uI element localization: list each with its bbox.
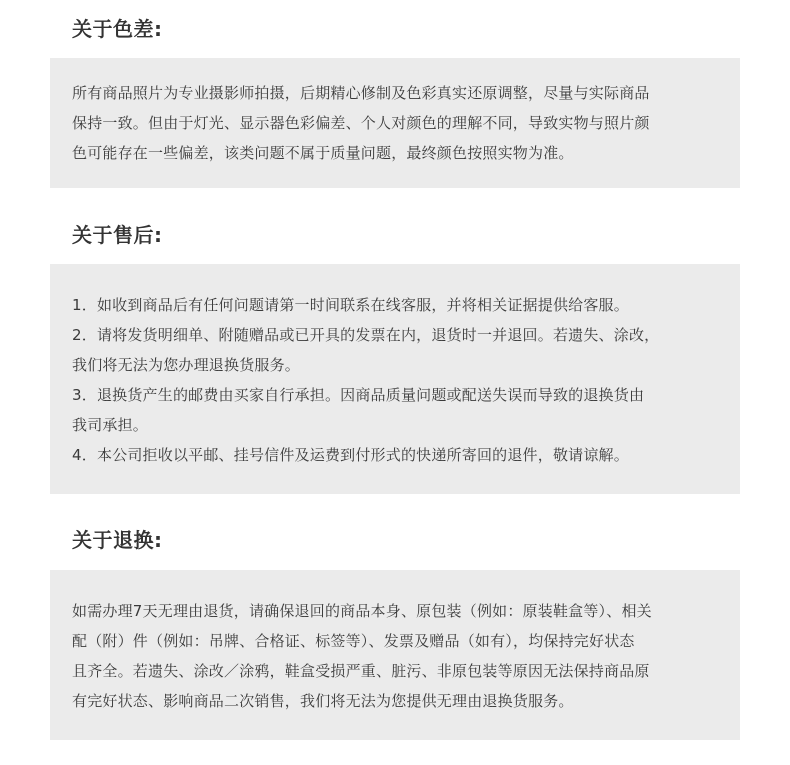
returns-panel [50,570,740,740]
paragraph-line: 我们将无法为您办理退换货服务。 [72,356,301,374]
paragraph-line: 所有商品照片为专业摄影师拍摄，后期精心修制及色彩真实还原调整，尽量与实际商品 [72,84,650,102]
after-sales-panel [50,264,740,494]
paragraph-line: 色可能存在一些偏差，该类问题不属于质量问题，最终颜色按照实物为准。 [72,144,574,162]
section-title-color-difference: 关于色差: [72,17,163,41]
paragraph-line: 如需办理7天无理由退货，请确保退回的商品本身、原包装（例如：原装鞋盒等）、相关 [72,602,652,620]
paragraph-line: 4．本公司拒收以平邮、挂号信件及运费到付形式的快递所寄回的退件，敬请谅解。 [72,446,629,464]
paragraph-line: 保持一致。但由于灯光、显示器色彩偏差、个人对颜色的理解不同，导致实物与照片颜 [72,114,650,132]
paragraph-line: 我司承担。 [72,416,149,434]
paragraph-line: 且齐全。若遗失、涂改／涂鸦，鞋盒受损严重、脏污、非原包装等原因无法保持商品原 [72,662,650,680]
paragraph-line: 1．如收到商品后有任何问题请第一时间联系在线客服，并将相关证据提供给客服。 [72,296,629,314]
paragraph-line: 有完好状态、影响商品二次销售，我们将无法为您提供无理由退换货服务。 [72,692,574,710]
section-title-returns: 关于退换: [72,528,163,552]
paragraph-line: 2．请将发货明细单、附随赠品或已开具的发票在内，退货时一并退回。若遗失、涂改， [72,326,660,344]
paragraph-line: 3．退换货产生的邮费由买家自行承担。因商品质量问题或配送失误而导致的退换货由 [72,386,645,404]
color-difference-panel [50,58,740,188]
section-title-after-sales: 关于售后: [72,223,163,247]
paragraph-line: 配（附）件（例如：吊牌、合格证、标签等）、发票及赠品（如有），均保持完好状态 [72,632,635,650]
